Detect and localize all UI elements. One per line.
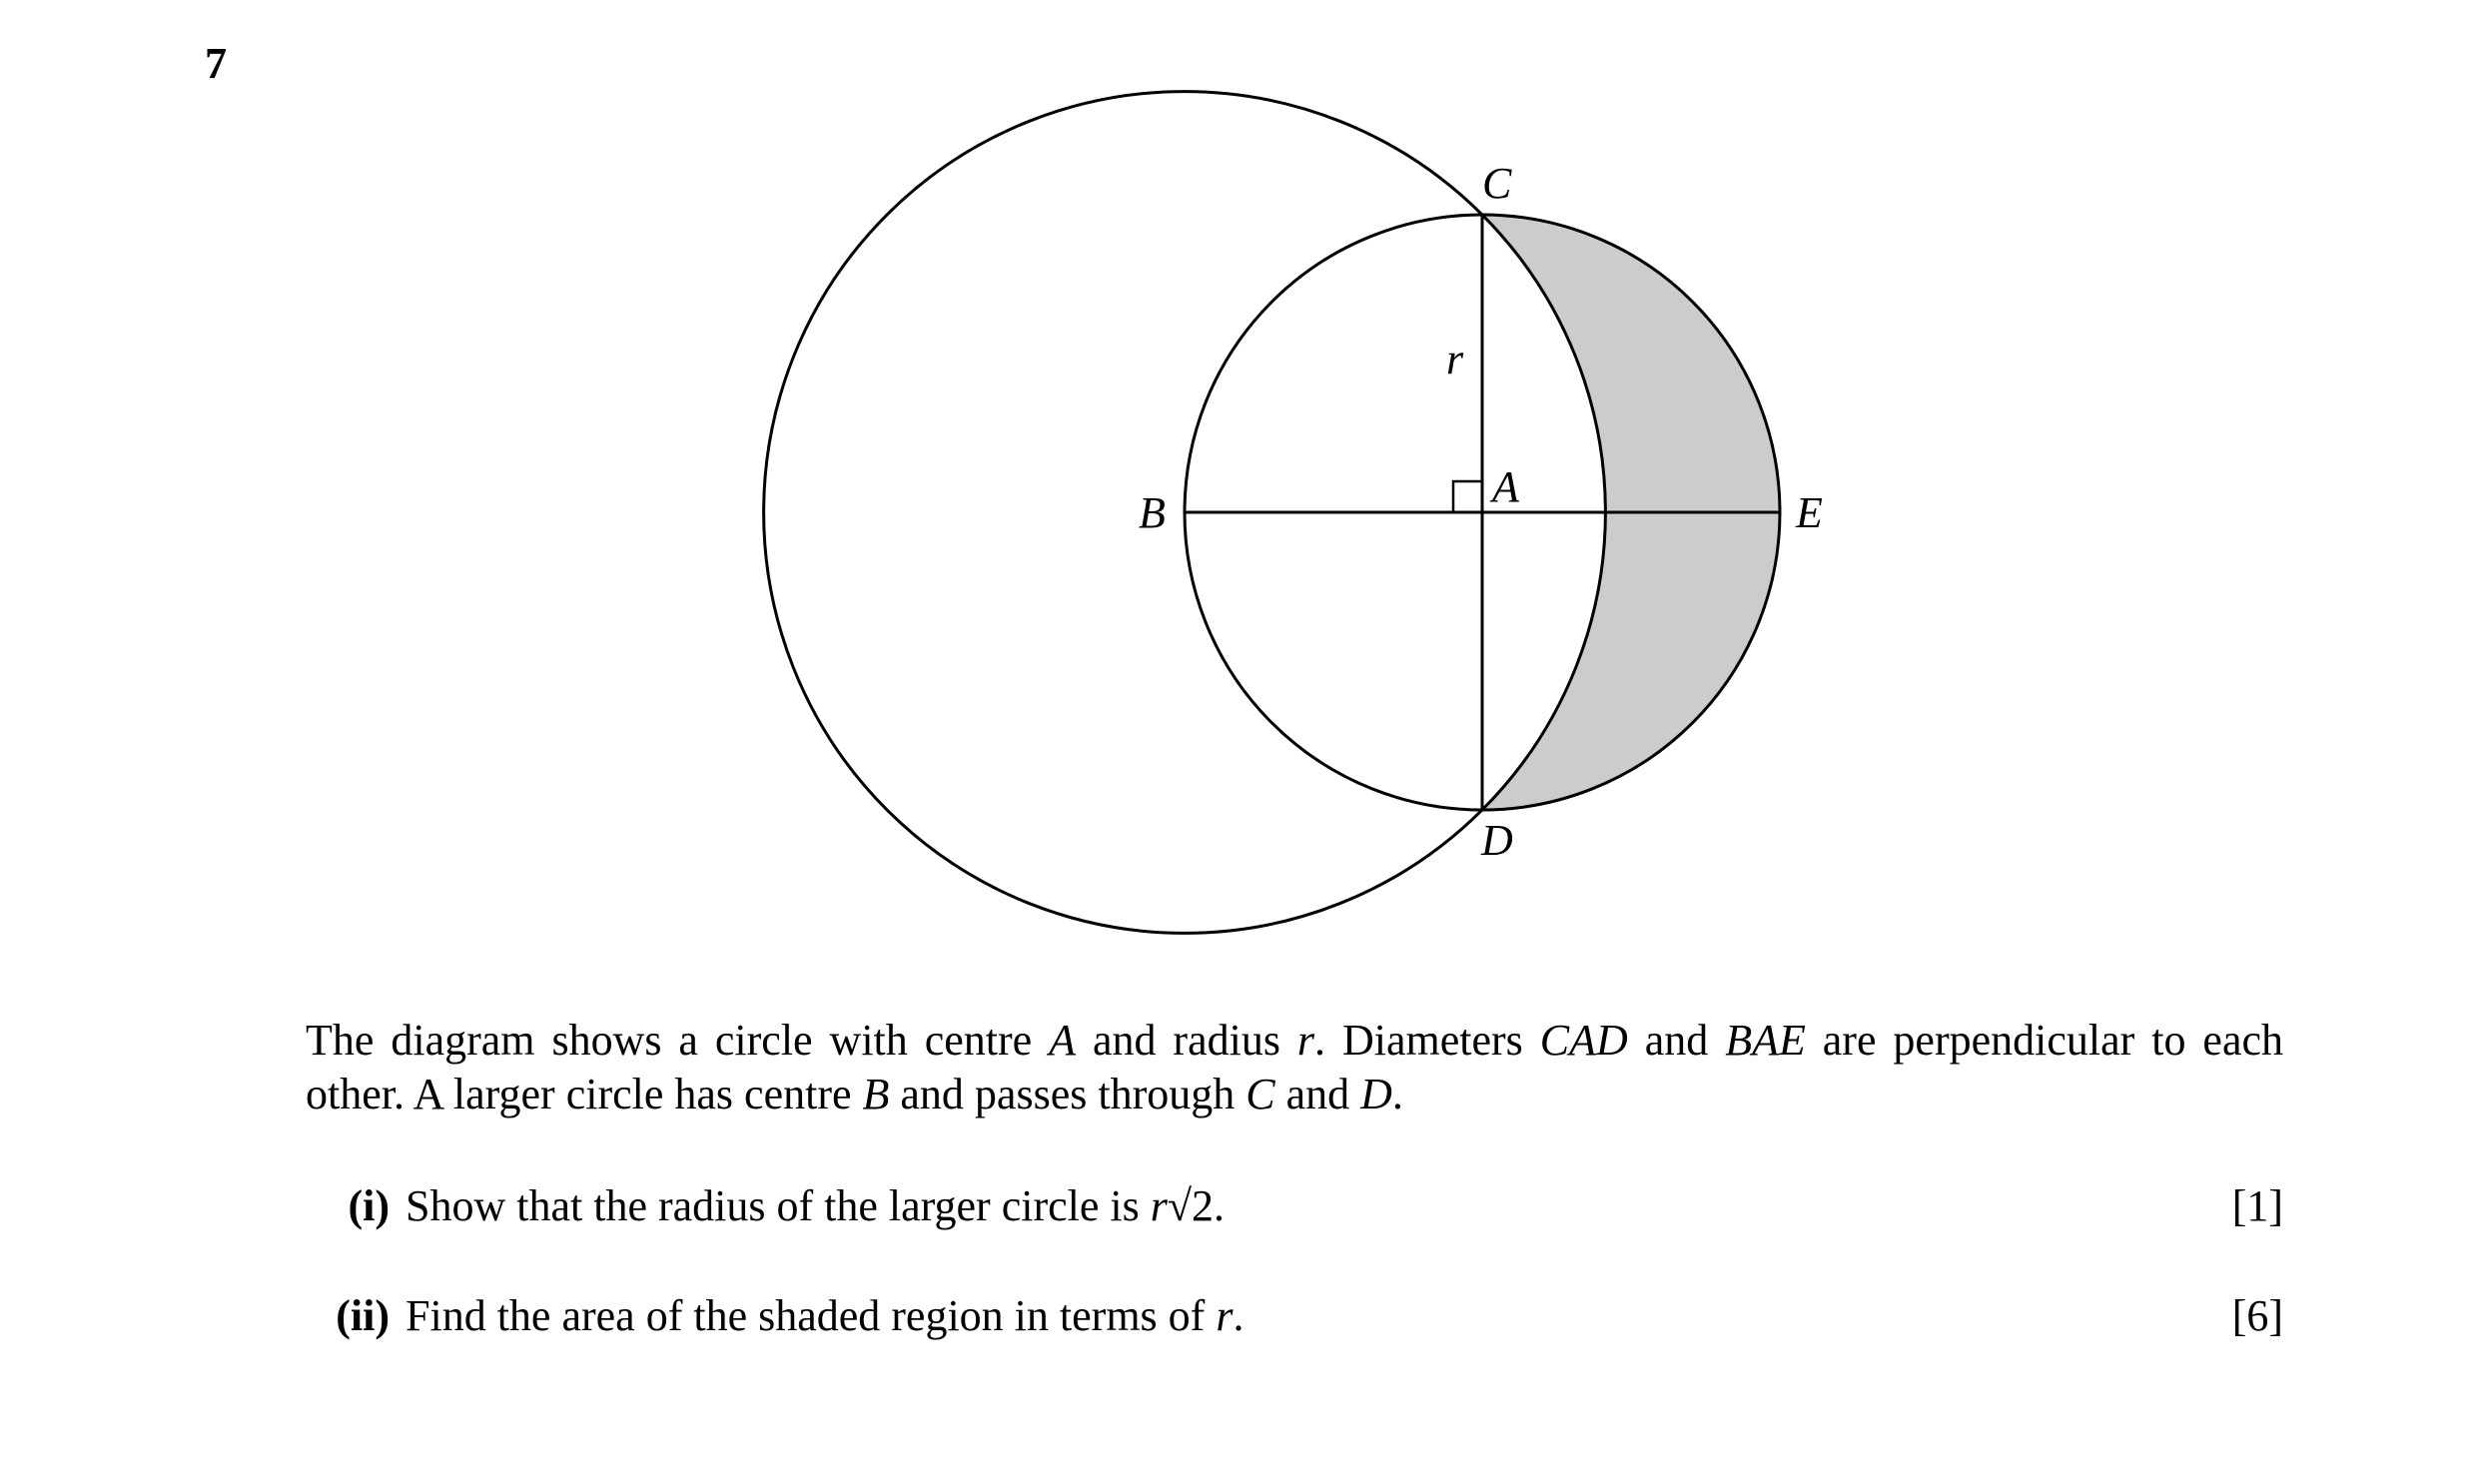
question-number: 7 <box>205 39 227 88</box>
part-text: Find the area of the shaded region in terms of r. <box>406 1291 1244 1340</box>
part-text: Show that the radius of the larger circle is r√2. <box>406 1181 1226 1230</box>
part-label: (ii) <box>336 1291 390 1340</box>
part-label: (i) <box>348 1181 390 1230</box>
label-c: C <box>1482 159 1512 208</box>
question-stem: The diagram shows a circle with centre A and radius r. Diameters CAD and BAE are perpendicular to each other. A larger circle has centre B and passes through C and D. <box>306 1016 2284 1118</box>
label-b: B <box>1139 488 1166 537</box>
marks: [1] <box>2231 1181 2283 1230</box>
label-r: r <box>1446 335 1464 383</box>
part-ii <box>306 1288 2283 1344</box>
part-i <box>306 1178 2283 1234</box>
label-a: A <box>1492 462 1519 511</box>
right-angle-marker <box>1453 481 1482 512</box>
label-d: D <box>1481 816 1513 865</box>
label-e: E <box>1796 488 1823 537</box>
marks: [6] <box>2231 1291 2283 1340</box>
